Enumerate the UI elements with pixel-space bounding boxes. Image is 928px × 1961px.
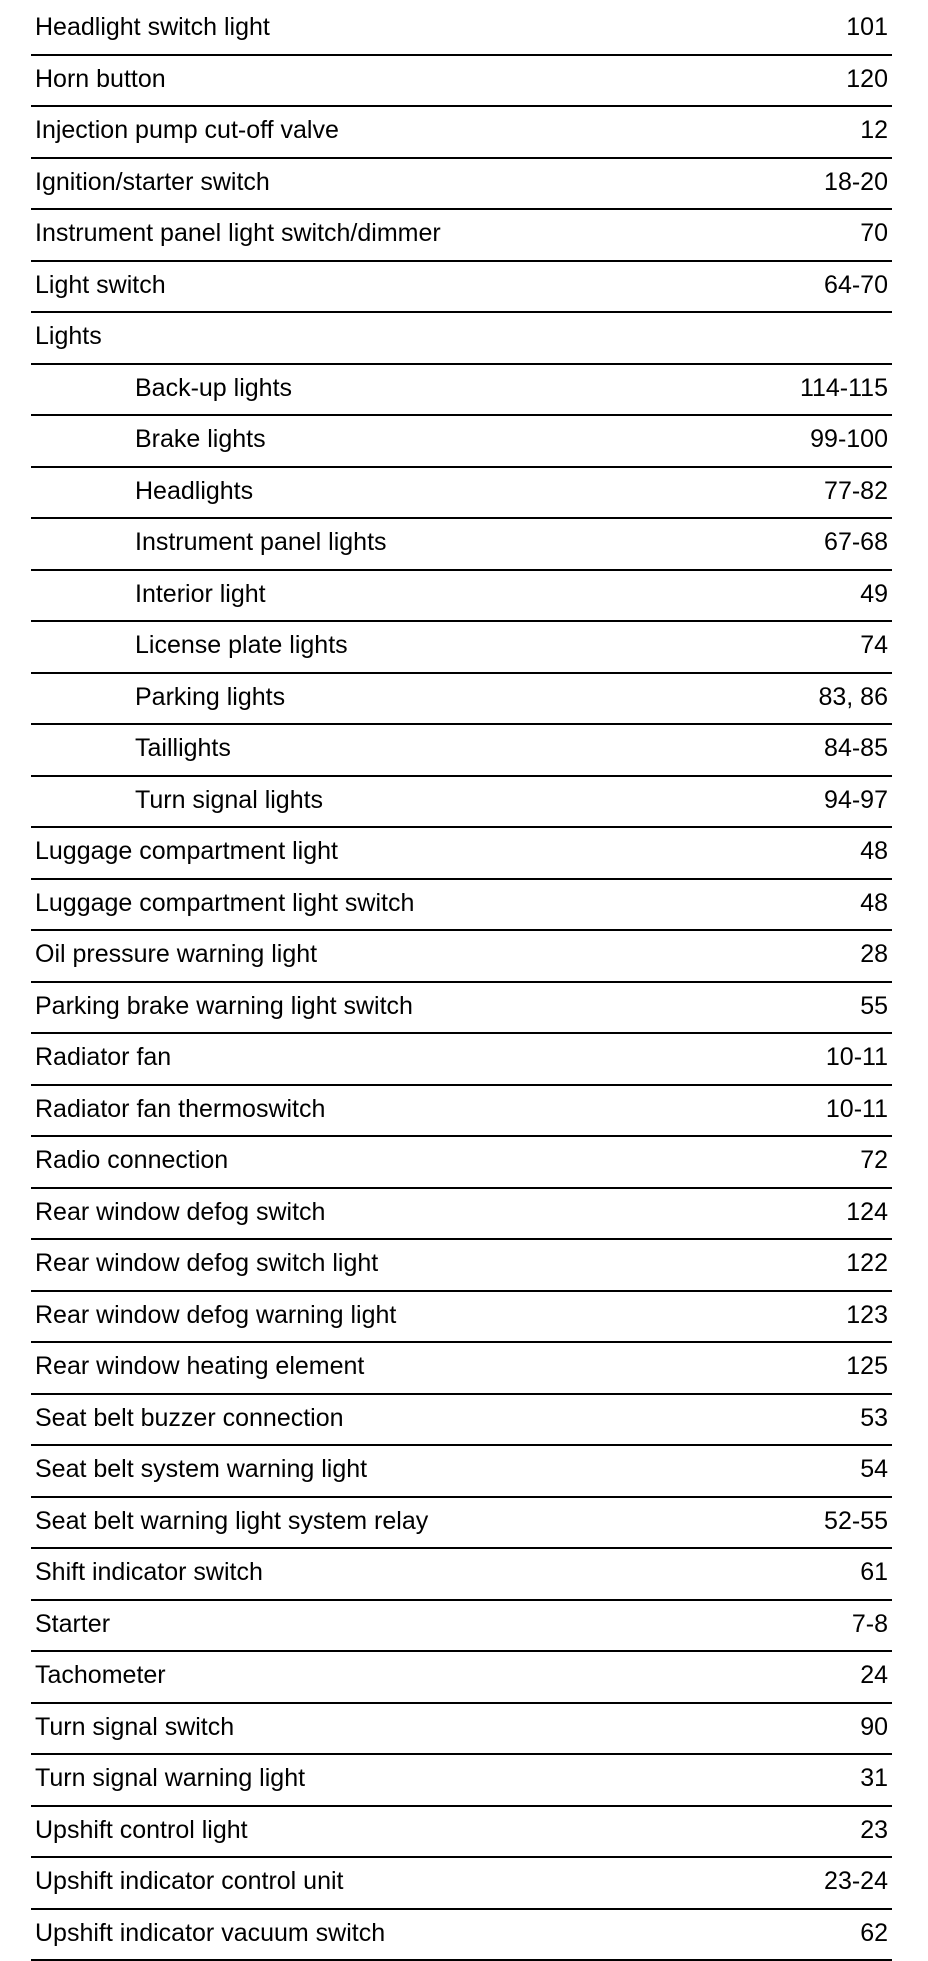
entry-page-numbers: 53 xyxy=(860,1403,888,1433)
index-entry-row xyxy=(31,880,892,932)
index-entry-row xyxy=(31,828,892,880)
entry-label: Oil pressure warning light xyxy=(35,939,317,969)
entry-label: Tachometer xyxy=(35,1660,166,1690)
index-subentry-row xyxy=(31,725,892,777)
entry-page-numbers: 48 xyxy=(860,836,888,866)
index-entry-row xyxy=(31,1549,892,1601)
entry-label: Turn signal lights xyxy=(135,785,323,815)
index-entry-row xyxy=(31,1240,892,1292)
entry-label: Upshift control light xyxy=(35,1815,248,1845)
entry-label: Luggage compartment light switch xyxy=(35,888,414,918)
entry-label: Radiator fan xyxy=(35,1042,171,1072)
entry-label: Headlights xyxy=(135,476,253,506)
index-entry-row xyxy=(31,1601,892,1653)
index-entry-row xyxy=(31,4,892,56)
entry-page-numbers: 31 xyxy=(860,1763,888,1793)
entry-label: Seat belt system warning light xyxy=(35,1454,367,1484)
entry-page-numbers: 23 xyxy=(860,1815,888,1845)
entry-label: Radiator fan thermoswitch xyxy=(35,1094,325,1124)
index-entry-row xyxy=(31,1807,892,1859)
entry-label: Parking lights xyxy=(135,682,285,712)
index-entry-row xyxy=(31,262,892,314)
index-entry-row xyxy=(31,1395,892,1447)
entry-label: Horn button xyxy=(35,64,166,94)
index-entry-row xyxy=(31,1858,892,1910)
entry-label: Upshift indicator vacuum switch xyxy=(35,1918,385,1948)
entry-label: Parking brake warning light switch xyxy=(35,991,413,1021)
index-subentry-row xyxy=(31,519,892,571)
entry-page-numbers: 70 xyxy=(860,218,888,248)
index-subentry-row xyxy=(31,571,892,623)
entry-page-numbers: 52-55 xyxy=(824,1506,888,1536)
entry-page-numbers: 74 xyxy=(860,630,888,660)
index-subentry-row xyxy=(31,777,892,829)
entry-page-numbers: 77-82 xyxy=(824,476,888,506)
index-entry-row xyxy=(31,1189,892,1241)
entry-page-numbers: 7-8 xyxy=(852,1609,888,1639)
index-subentry-row xyxy=(31,468,892,520)
index-entry-row xyxy=(31,1137,892,1189)
index-entry-row xyxy=(31,931,892,983)
entry-label: Headlight switch light xyxy=(35,12,270,42)
index-entry-row xyxy=(31,1034,892,1086)
index-entry-row xyxy=(31,1704,892,1756)
entry-page-numbers: 18-20 xyxy=(824,167,888,197)
index-table xyxy=(31,4,892,1961)
entry-page-numbers: 10-11 xyxy=(826,1094,888,1124)
index-entry-row xyxy=(31,210,892,262)
entry-page-numbers: 62 xyxy=(860,1918,888,1948)
index-entry-row xyxy=(31,1910,892,1961)
entry-page-numbers: 90 xyxy=(860,1712,888,1742)
entry-page-numbers: 49 xyxy=(860,579,888,609)
entry-label: Rear window defog switch xyxy=(35,1197,325,1227)
entry-label: Rear window defog warning light xyxy=(35,1300,396,1330)
index-entry-row xyxy=(31,983,892,1035)
entry-page-numbers: 12 xyxy=(860,115,888,145)
index-subentry-row xyxy=(31,416,892,468)
index-entry-row xyxy=(31,1652,892,1704)
entry-label: Interior light xyxy=(135,579,266,609)
index-subentry-row xyxy=(31,622,892,674)
entry-label: Injection pump cut-off valve xyxy=(35,115,339,145)
entry-page-numbers: 123 xyxy=(846,1300,888,1330)
entry-label: Back-up lights xyxy=(135,373,292,403)
entry-label: Starter xyxy=(35,1609,110,1639)
entry-page-numbers: 24 xyxy=(860,1660,888,1690)
index-entry-row xyxy=(31,313,892,365)
entry-page-numbers: 94-97 xyxy=(824,785,888,815)
entry-page-numbers: 67-68 xyxy=(824,527,888,557)
index-entry-row xyxy=(31,1086,892,1138)
entry-page-numbers: 120 xyxy=(846,64,888,94)
entry-label: Turn signal switch xyxy=(35,1712,234,1742)
entry-page-numbers: 114-115 xyxy=(800,373,888,403)
entry-page-numbers: 124 xyxy=(846,1197,888,1227)
entry-page-numbers: 84-85 xyxy=(824,733,888,763)
entry-label: Turn signal warning light xyxy=(35,1763,305,1793)
entry-label: Rear window defog switch light xyxy=(35,1248,378,1278)
index-subentry-row xyxy=(31,365,892,417)
entry-label: Lights xyxy=(35,321,102,351)
index-subentry-row xyxy=(31,674,892,726)
index-entry-row xyxy=(31,1755,892,1807)
index-entry-row xyxy=(31,1292,892,1344)
entry-label: Upshift indicator control unit xyxy=(35,1866,343,1896)
entry-label: Ignition/starter switch xyxy=(35,167,270,197)
entry-label: Radio connection xyxy=(35,1145,228,1175)
index-entry-row xyxy=(31,107,892,159)
entry-label: Rear window heating element xyxy=(35,1351,364,1381)
entry-page-numbers: 28 xyxy=(860,939,888,969)
entry-label: Taillights xyxy=(135,733,231,763)
entry-page-numbers: 125 xyxy=(846,1351,888,1381)
entry-label: Shift indicator switch xyxy=(35,1557,263,1587)
entry-label: Seat belt buzzer connection xyxy=(35,1403,344,1433)
entry-page-numbers: 64-70 xyxy=(824,270,888,300)
index-entry-row xyxy=(31,159,892,211)
index-entry-row xyxy=(31,1343,892,1395)
index-entry-row xyxy=(31,56,892,108)
entry-page-numbers: 54 xyxy=(860,1454,888,1484)
entry-label: Instrument panel light switch/dimmer xyxy=(35,218,441,248)
entry-page-numbers: 23-24 xyxy=(824,1866,888,1896)
entry-label: License plate lights xyxy=(135,630,348,660)
entry-label: Seat belt warning light system relay xyxy=(35,1506,428,1536)
entry-page-numbers: 48 xyxy=(860,888,888,918)
entry-page-numbers: 55 xyxy=(860,991,888,1021)
entry-page-numbers: 72 xyxy=(860,1145,888,1175)
entry-page-numbers: 83, 86 xyxy=(818,682,888,712)
entry-label: Brake lights xyxy=(135,424,266,454)
index-entry-row xyxy=(31,1498,892,1550)
entry-page-numbers: 101 xyxy=(846,12,888,42)
entry-label: Instrument panel lights xyxy=(135,527,387,557)
entry-page-numbers: 10-11 xyxy=(826,1042,888,1072)
entry-label: Light switch xyxy=(35,270,166,300)
entry-label: Luggage compartment light xyxy=(35,836,338,866)
entry-page-numbers: 122 xyxy=(846,1248,888,1278)
index-entry-row xyxy=(31,1446,892,1498)
entry-page-numbers: 99-100 xyxy=(810,424,888,454)
entry-page-numbers: 61 xyxy=(860,1557,888,1587)
